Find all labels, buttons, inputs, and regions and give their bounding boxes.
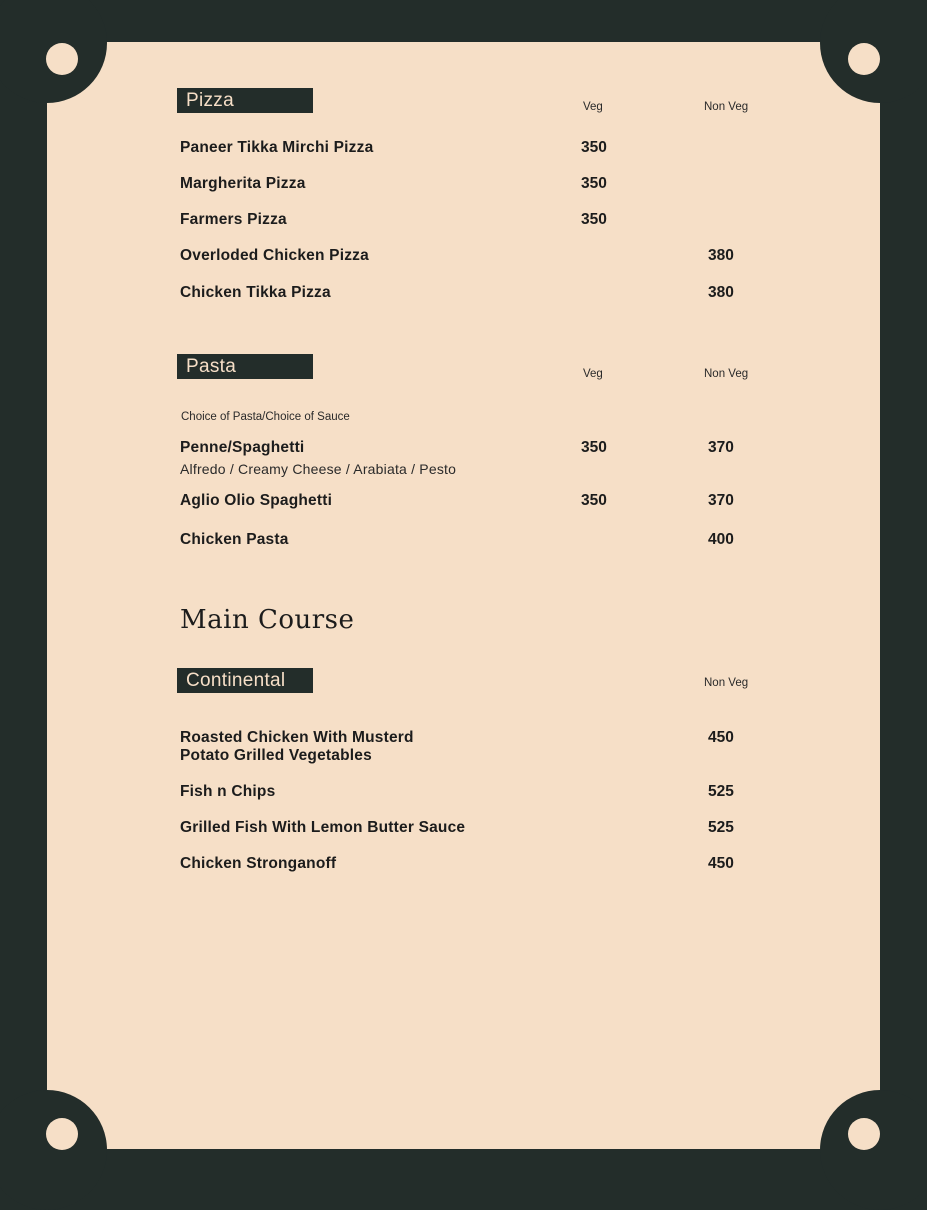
corner-dot-top-right (848, 43, 880, 75)
menu-item-name: Chicken Stronganoff (180, 855, 337, 872)
main-course-heading: Main Course (180, 605, 355, 635)
menu-item-veg-price: 350 (581, 175, 607, 192)
menu-item-nonveg-price: 380 (708, 284, 734, 301)
menu-item-nonveg-price: 525 (708, 783, 734, 800)
pizza-veg-column-header: Veg (583, 101, 603, 113)
menu-item-name: Penne/Spaghetti (180, 439, 305, 456)
menu-item-nonveg-price: 370 (708, 439, 734, 456)
menu-item-veg-price: 350 (581, 139, 607, 156)
menu-item-name: Chicken Tikka Pizza (180, 284, 331, 301)
pasta-section-title: Pasta (177, 354, 313, 379)
pizza-section-title: Pizza (177, 88, 313, 113)
menu-item-nonveg-price: 450 (708, 729, 734, 746)
corner-decoration-bottom-right (820, 1090, 927, 1210)
menu-item-name: Grilled Fish With Lemon Butter Sauce (180, 819, 466, 836)
menu-item-name: Margherita Pizza (180, 175, 306, 192)
menu-item-nonveg-price: 370 (708, 492, 734, 509)
menu-item-nonveg-price: 400 (708, 531, 734, 548)
corner-dot-bottom-left (46, 1118, 78, 1150)
menu-item-name (180, 729, 414, 765)
continental-nonveg-column-header: Non Veg (704, 677, 749, 689)
menu-item-name-line-1: Roasted Chicken With Musterd (180, 729, 414, 746)
pasta-choice-note: Choice of Pasta/Choice of Sauce (181, 411, 350, 423)
menu-item-name-line-2: Potato Grilled Vegetables (180, 747, 372, 764)
menu-item-name: Overloded Chicken Pizza (180, 247, 369, 264)
menu-page (47, 42, 880, 1149)
corner-dot-bottom-right (848, 1118, 880, 1150)
menu-item-veg-price: 350 (581, 492, 607, 509)
menu-item-name: Chicken Pasta (180, 531, 289, 548)
menu-item-nonveg-price: 525 (708, 819, 734, 836)
menu-item-description: Alfredo / Creamy Cheese / Arabiata / Pesto (180, 461, 457, 477)
pasta-nonveg-column-header: Non Veg (704, 368, 749, 380)
menu-item-nonveg-price: 450 (708, 855, 734, 872)
pasta-veg-column-header: Veg (583, 368, 603, 380)
menu-item-name: Paneer Tikka Mirchi Pizza (180, 139, 374, 156)
menu-item-name: Fish n Chips (180, 783, 276, 800)
menu-item-veg-price: 350 (581, 439, 607, 456)
continental-section-title: Continental (177, 668, 313, 693)
corner-dot-top-left (46, 43, 78, 75)
menu-item-veg-price: 350 (581, 211, 607, 228)
menu-item-name: Aglio Olio Spaghetti (180, 492, 333, 509)
pizza-nonveg-column-header: Non Veg (704, 101, 749, 113)
menu-item-name: Farmers Pizza (180, 211, 287, 228)
menu-item-nonveg-price: 380 (708, 247, 734, 264)
